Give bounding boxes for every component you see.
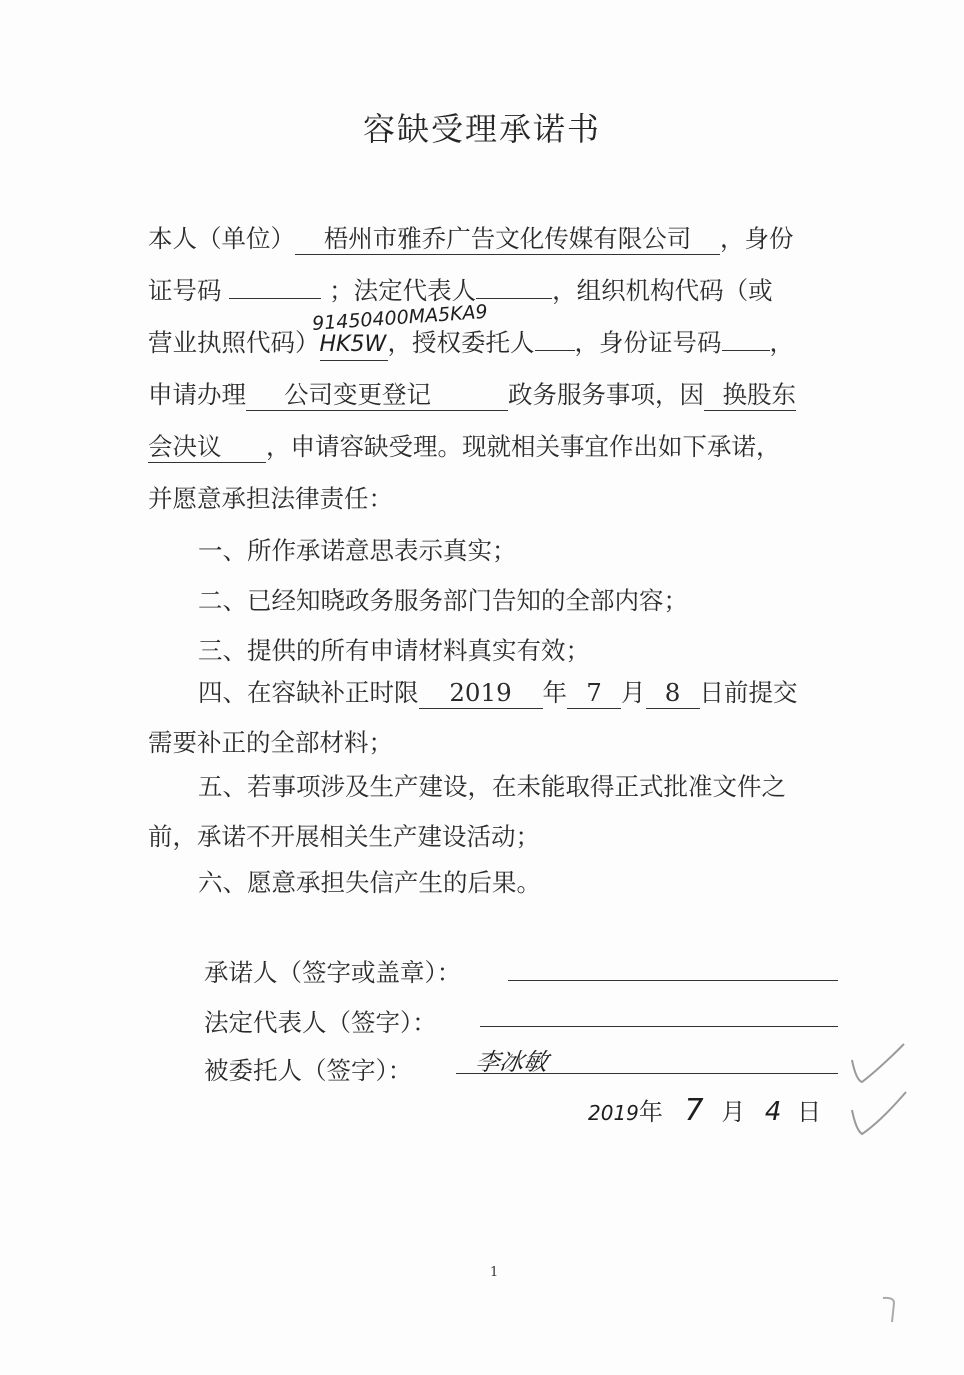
service-item-value: 公司变更登记 <box>284 380 431 409</box>
company-name-field <box>295 224 720 255</box>
label-org-code: ，组织机构代码（或 <box>552 276 773 305</box>
intro-line-3 <box>148 326 794 361</box>
check-mark-icon <box>848 1040 908 1090</box>
date-day-label: 日 <box>797 1098 822 1126</box>
reason-field-part1: 换股东 <box>704 380 796 411</box>
date-year: 2019 <box>588 1101 639 1125</box>
authorized-person-field <box>535 350 575 351</box>
company-name-value: 梧州市雅乔广告文化传媒有限公司 <box>323 224 692 253</box>
label-apply: 申请办理 <box>148 380 246 409</box>
license-code-handwritten-bottom: HK5W <box>320 330 388 361</box>
date-year-label: 年 <box>638 1098 663 1126</box>
commitment-6: 六、愿意承担失信产生的后果。 <box>198 868 541 897</box>
day-label: 日前提交 <box>699 678 798 707</box>
label-id: ，身份 <box>720 224 794 253</box>
legal-rep-field <box>476 298 552 299</box>
commitment-4-line-2: 需要补正的全部材料； <box>148 728 393 757</box>
date-day: 4 <box>764 1097 782 1127</box>
deadline-day-field: 8 <box>646 678 700 709</box>
agent-sign-label: 被委托人（签字）： <box>204 1056 413 1085</box>
pen-stroke-mark-icon <box>880 1295 910 1325</box>
label-service-matter: 政务服务事项，因 <box>508 380 704 409</box>
commitment-4-line-1 <box>198 676 798 710</box>
promisor-label: 承诺人（签字或盖章）： <box>204 958 462 987</box>
month-label: 月 <box>621 678 646 707</box>
label-authorized-id: ，身份证号码 <box>574 328 722 357</box>
label-id-number: 证号码 <box>148 276 222 305</box>
date-month: 7 <box>684 1093 704 1128</box>
intro-line-4 <box>148 378 796 412</box>
deadline-label: 四、在容缺补正时限 <box>198 678 419 707</box>
commitment-3: 三、提供的所有申请材料真实有效； <box>198 636 590 665</box>
commitment-2: 二、已经知晓政务服务部门告知的全部内容； <box>198 586 688 615</box>
check-mark-icon <box>848 1090 908 1140</box>
page-number: 1 <box>490 1265 499 1280</box>
commitment-intro: ，申请容缺受理。现就相关事宜作出如下承诺， <box>266 432 781 461</box>
legal-rep-signature-line <box>480 1026 838 1027</box>
intro-line-1 <box>148 222 794 256</box>
deadline-month-field: 7 <box>567 678 621 709</box>
reason-field-part2: 会决议 <box>148 432 266 463</box>
label-license-code: 营业执照代码） <box>148 328 320 357</box>
commitment-1: 一、所作承诺意思表示真实； <box>198 536 517 565</box>
label-authorized-person: ，授权委托人 <box>387 328 535 357</box>
document-title: 容缺受理承诺书 <box>362 110 601 148</box>
authorized-id-field <box>722 350 770 351</box>
label-person-unit: 本人（单位） <box>148 224 295 253</box>
deadline-year-field: 2019 <box>419 678 543 709</box>
license-code-handwritten-top: 91450400MA5KA9 <box>311 300 489 335</box>
signature-date <box>588 1092 821 1128</box>
intro-line-5 <box>148 430 781 464</box>
commitment-5-line-1: 五、若事项涉及生产建设，在未能取得正式批准文件之 <box>198 772 786 801</box>
year-label: 年 <box>542 678 567 707</box>
service-item-field <box>246 380 508 411</box>
id-number-field <box>229 298 321 299</box>
intro-line-6: 并愿意承担法律责任： <box>148 484 393 513</box>
promisor-signature-line <box>508 980 838 981</box>
agent-signature: 李冰敏 <box>473 1048 550 1076</box>
comma: ， <box>769 328 794 357</box>
date-month-label: 月 <box>721 1098 746 1126</box>
commitment-5-line-2: 前，承诺不开展相关生产建设活动； <box>148 822 540 851</box>
label-legal-rep: ；法定代表人 <box>329 276 477 305</box>
legal-rep-sign-label: 法定代表人（签字）： <box>204 1008 437 1037</box>
